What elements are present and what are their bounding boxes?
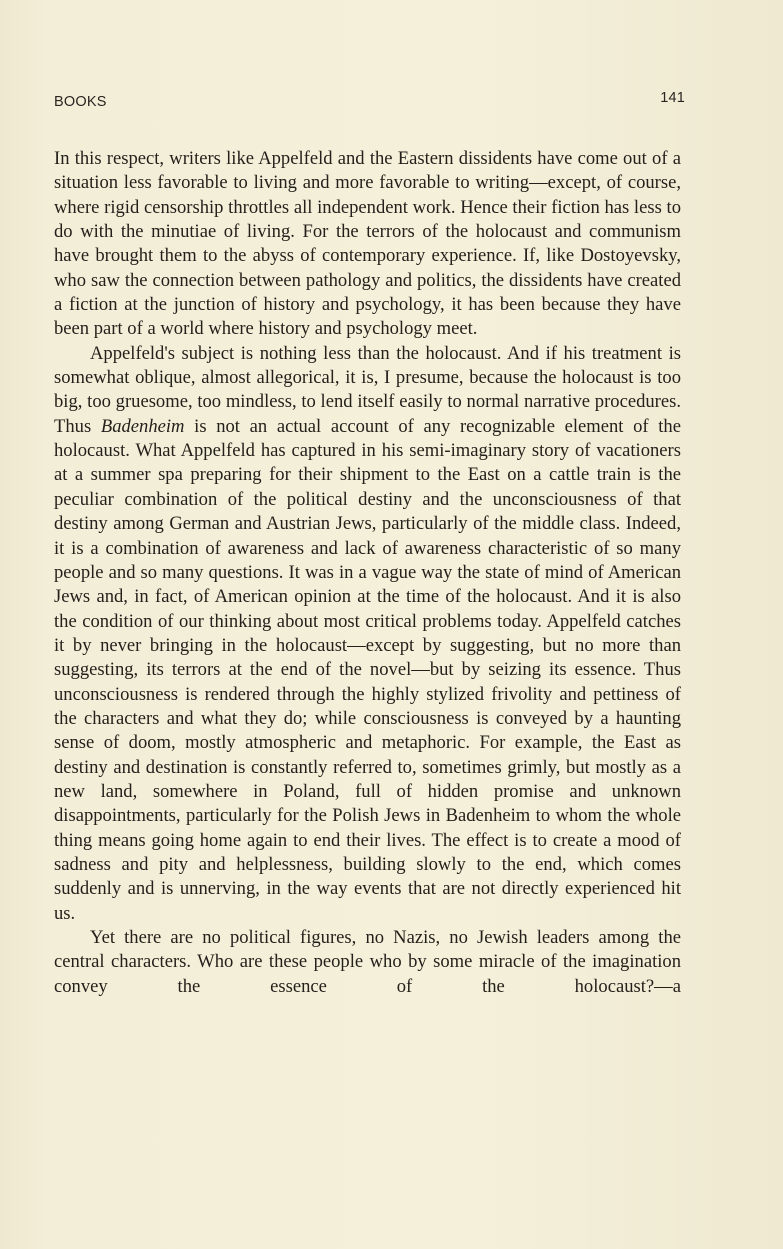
paragraph-2 [54,342,681,926]
paragraph-2-part-b: is not an actual account of any recognizable element of the holocaust. What Appelfeld has captured in his semi-imaginary story of vacationers at a summer spa preparing for their shipment to the East on a cattle train is the peculiar combination of the political destiny and the unconsciousness of that destiny among German and Austrian Jews, particularly of the middle class. Indeed, it is a combination of awareness and lack of awareness characteristic of so many people and so many questions. It was in a vague way the state of mind of American Jews and, in fact, of American opinion at the time of the holocaust. And it is also the condition of our thinking about most critical problems today. Appelfeld catches it by never bringing in the holocaust—except by suggesting, but no more than suggesting, its terrors at the end of the novel—but by seizing its essence. Thus unconsciousness is rendered through the highly stylized frivolity and pettiness of the characters and what they do; while consciousness is conveyed by a haunting sense of doom, mostly atmospheric and metaphoric. For example, the East as destiny and destination is constantly referred to, sometimes grimly, but mostly as a new land, somewhere in Poland, full of hidden promise and unknown disappointments, particularly for the Polish Jews in Badenheim to whom the whole thing means going home again to end their lives. The effect is to create a mood of sadness and pity and helplessness, building slowly to the end, which comes suddenly and is unnerving, in the way events that are not directly experienced hit us. [54,415,681,924]
page-number: 141 [660,90,685,106]
running-head [54,90,685,116]
book-title-badenheim: Badenheim [100,415,185,437]
paragraph-2-part-a: Appelfeld's subject is nothing less than the holocaust. And if his treatment is somewhat oblique, almost allegorical, it is, I presume, because the holocaust is too big, too gruesome, too mindless, to lend itself easily to normal narrative procedures. Thus [54,342,681,437]
paragraph-1: In this respect, writers like Appelfeld and the Eastern dissidents have come out of a situation less favorable to living and more favorable to writing—except, of course, where rigid censorship throttles all independent work. Hence their fiction has less to do with the minutiae of living. For the terrors of the holocaust and communism have brought them to the abyss of contemporary experience. If, like Dostoyevsky, who saw the connection between pathology and politics, the dissidents have created a fiction at the junction of history and psychology, it has been because they have been part of a world where history and psychology meet. [54,148,681,340]
section-title: BOOKS [54,94,107,110]
paragraph-3: Yet there are no political figures, no Nazis, no Jewish leaders among the central characters. Who are these people who by some miracle of the imagination convey the essence of the holocaust?—a [54,927,681,997]
body-text [54,147,681,999]
